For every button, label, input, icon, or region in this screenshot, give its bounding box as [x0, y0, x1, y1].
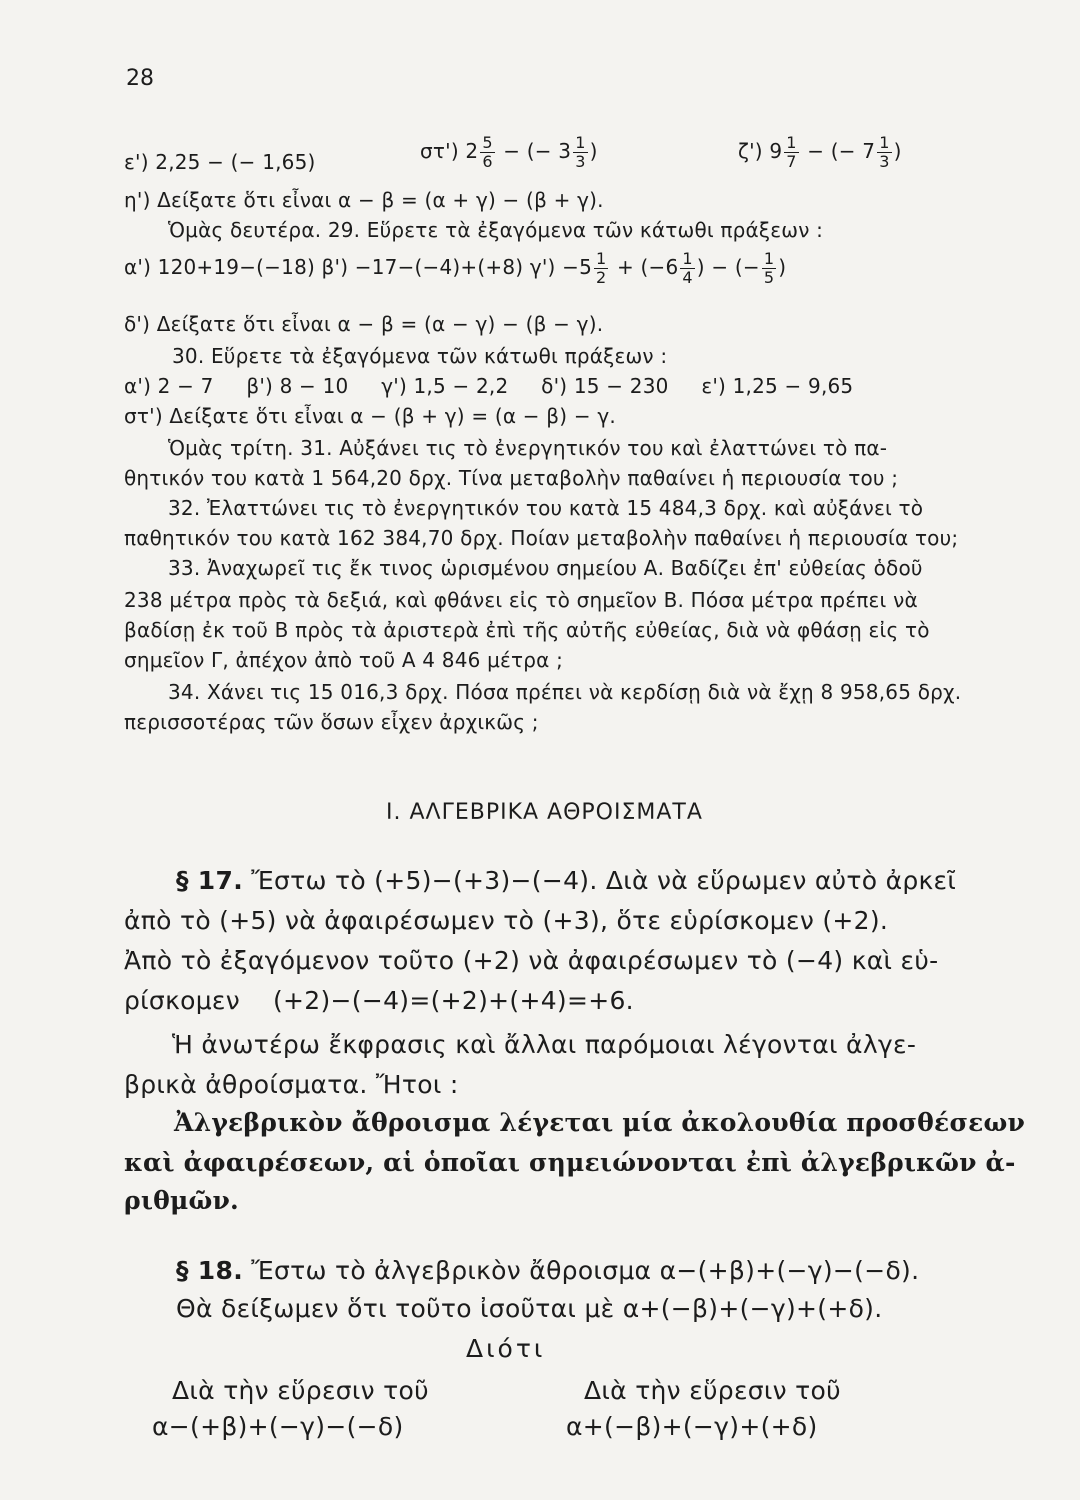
fraction — [877, 134, 891, 171]
section-mark: § 18. — [176, 1256, 243, 1285]
exercise-delta: δ') Δείξατε ὅτι εἶναι α − β = (α − γ) − (β − γ). — [124, 312, 604, 336]
definition-line2: καὶ ἀφαιρέσεων, αἱ ὁποῖαι σημειώνονται ἐπὶ ἀλγεβρικῶν ἀ- — [124, 1148, 1016, 1177]
par17-line6: βρικὰ ἀθροίσματα. Ἤτοι : — [124, 1070, 459, 1099]
par17-line5: Ἡ ἀνωτέρω ἔκφρασις καὶ ἄλλαι παρόμοιαι λέγονται ἀλγε- — [172, 1030, 917, 1059]
numerator: 1 — [763, 249, 775, 268]
denominator: 6 — [482, 152, 493, 171]
denominator: 3 — [879, 152, 890, 171]
exercise-32-line1: 32. Ἐλαττώνει τις τὸ ἐνεργητικόν του κατὰ 15 484,3 δρχ. καὶ αὐξάνει τὸ — [168, 496, 924, 520]
exercise-e: ε') 2,25 − (− 1,65) — [124, 150, 316, 174]
exercise-34-line2: περισσοτέρας τῶν ὅσων εἶχεν ἀρχικῶς ; — [124, 710, 539, 734]
exercise-30-row: α') 2 − 7 β') 8 − 10 γ') 1,5 − 2,2 δ') 15 − 230 ε') 1,25 − 9,65 — [124, 374, 854, 398]
denominator: 4 — [682, 268, 693, 287]
numerator: 1 — [786, 133, 797, 152]
exercise-z — [738, 134, 902, 171]
numerator: 1 — [682, 249, 693, 268]
exercise-31-line2: θητικόν του κατὰ 1 564,20 δρχ. Τίνα μεταβολὴν παθαίνει ἡ περιουσία του ; — [124, 466, 899, 490]
numerator: 1 — [596, 249, 607, 268]
fraction — [480, 134, 494, 171]
exercise-29-mid2: ) − (− — [696, 255, 760, 279]
par18-text1: Ἔστω τὸ ἀλγεβρικὸν ἄθροισμα α−(+β)+(−γ)−(−δ). — [251, 1256, 920, 1285]
definition-line1: Ἀλγεβρικὸν ἄθροισμα λέγεται μία ἀκολουθία προσθέσεων — [174, 1108, 1026, 1137]
denominator: 3 — [575, 152, 586, 171]
denominator: 7 — [786, 152, 797, 171]
group2-intro: Ὁμὰς δευτέρα. 29. Εὕρετε τὰ ἐξαγόμενα τῶν κάτωθι πράξεων : — [168, 218, 824, 242]
left-column-heading: Διὰ τὴν εὕρεσιν τοῦ — [172, 1376, 429, 1405]
numerator: 5 — [482, 133, 493, 152]
exercise-st-proof: στ') Δείξατε ὅτι εἶναι α − (β + γ) = (α − β) − γ. — [124, 404, 616, 428]
par17-line1 — [176, 866, 956, 895]
section-heading: Ι. ΑΛΓΕΒΡΙΚΑ ΑΘΡΟΙΣΜΑΤΑ — [386, 800, 703, 825]
par18-line1 — [176, 1256, 919, 1285]
exercise-29-mid1: + (−6 — [616, 255, 679, 279]
par17-line3: Ἀπὸ τὸ ἐξαγόμενον τοῦτο (+2) νὰ ἀφαιρέσωμεν τὸ (−4) καὶ εὑ- — [124, 946, 939, 975]
exercise-st-end: ) — [589, 139, 598, 163]
fraction — [680, 250, 694, 287]
exercise-29-main: α') 120+19−(−18) β') −17−(−4)+(+8) γ') −5 — [124, 255, 593, 279]
denominator: 5 — [763, 268, 775, 287]
fraction — [573, 134, 587, 171]
exercise-32-line2: παθητικόν του κατὰ 162 384,70 δρχ. Ποίαν μεταβολὴν παθαίνει ἡ περιουσία του; — [124, 526, 959, 550]
numerator: 1 — [575, 133, 586, 152]
right-column-expression: α+(−β)+(−γ)+(+δ) — [566, 1412, 818, 1441]
exercise-z-label: ζ') 9 — [738, 139, 783, 163]
dioti-heading: Διότι — [466, 1334, 546, 1363]
section-mark: § 17. — [176, 866, 243, 895]
exercise-30-intro: 30. Εὕρετε τὰ ἐξαγόμενα τῶν κάτωθι πράξεων : — [172, 344, 668, 368]
exercise-z-end: ) — [893, 139, 902, 163]
definition-line3: ριθμῶν. — [124, 1186, 239, 1215]
exercise-33-line1: 33. Ἀναχωρεῖ τις ἔκ τινος ὡρισμένου σημείου Α. Βαδίζει ἐπ' εὐθείας ὁδοῦ — [168, 556, 923, 580]
fraction — [784, 134, 798, 171]
left-column-expression: α−(+β)+(−γ)−(−δ) — [152, 1412, 404, 1441]
exercise-st — [420, 134, 598, 171]
par17-text1: Ἔστω τὸ (+5)−(+3)−(−4). Διὰ νὰ εὕρωμεν αὐτὸ ἀρκεῖ — [251, 866, 957, 895]
right-column-heading: Διὰ τὴν εὕρεσιν τοῦ — [584, 1376, 841, 1405]
denominator: 2 — [596, 268, 607, 287]
exercise-eta: η') Δείξατε ὅτι εἶναι α − β = (α + γ) − (β + γ). — [124, 188, 604, 212]
page-number: 28 — [126, 66, 154, 91]
exercise-33-line4: σημεῖον Γ, ἀπέχον ἀπὸ τοῦ Α 4 846 μέτρα ; — [124, 648, 564, 672]
exercise-z-mid: − (− 7 — [807, 139, 876, 163]
exercise-31-line1: Ὁμὰς τρίτη. 31. Αὐξάνει τις τὸ ἐνεργητικόν του καὶ ἐλαττώνει τὸ πα- — [168, 436, 888, 460]
fraction — [762, 250, 776, 287]
fraction — [594, 250, 608, 287]
exercise-33-line3: βαδίσῃ ἐκ τοῦ Β πρὸς τὰ ἀριστερὰ ἐπὶ τῆς αὐτῆς εὐθείας, διὰ νὰ φθάσῃ εἰς τὸ — [124, 618, 930, 642]
par17-line2: ἀπὸ τὸ (+5) νὰ ἀφαιρέσωμεν τὸ (+3), ὅτε εὑρίσκομεν (+2). — [124, 906, 889, 935]
par18-line2: Θὰ δείξωμεν ὅτι τοῦτο ἰσοῦται μὲ α+(−β)+(−γ)+(+δ). — [176, 1294, 883, 1323]
exercise-34-line1: 34. Χάνει τις 15 016,3 δρχ. Πόσα πρέπει νὰ κερδίσῃ διὰ νὰ ἔχῃ 8 958,65 δρχ. — [168, 680, 962, 704]
exercise-st-label: στ') 2 — [420, 139, 479, 163]
exercise-33-line2: 238 μέτρα πρὸς τὰ δεξιά, καὶ φθάνει εἰς τὸ σημεῖον Β. Πόσα μέτρα πρέπει νὰ — [124, 588, 918, 612]
exercise-29-end: ) — [778, 255, 787, 279]
exercise-st-mid: − (− 3 — [503, 139, 572, 163]
par17-line4: ρίσκομεν (+2)−(−4)=(+2)+(+4)=+6. — [124, 986, 634, 1015]
numerator: 1 — [879, 133, 890, 152]
exercise-29-row — [124, 250, 786, 287]
